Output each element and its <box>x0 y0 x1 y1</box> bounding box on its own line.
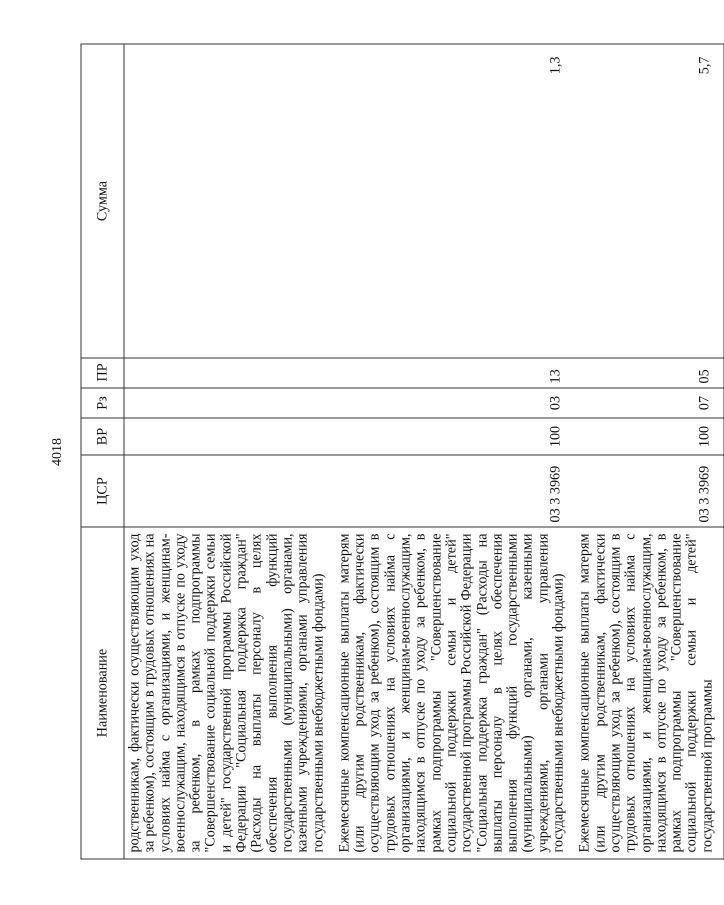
row-sum: 1,3 <box>334 44 574 358</box>
row-vr: 100 <box>574 418 723 455</box>
row-sum <box>124 44 334 358</box>
row-vr <box>124 418 334 455</box>
row-sum: 5,7 <box>574 44 723 358</box>
header-pr: ПР <box>81 358 124 388</box>
header-sum: Сумма <box>81 44 124 358</box>
table-row <box>574 44 723 859</box>
row-csr: 03 3 3969 <box>334 455 574 527</box>
row-rz <box>124 388 334 418</box>
row-name: Ежемесячные компенсационные выплаты матерям (или другим родственникам, фактически осуществляющим уход за ребенком), состоящим в трудовых отношениях на условиях найма с организациями, и женщинам-военнослужащим, находящимся в отпуске по уходу за ребенком, в рамках подпрограммы "Совершенствование социальной поддержки семьи и детей" государственной программы Российской Федерации "Социальная поддержка граждан" (Расходы на выплаты персоналу в целях обеспечения выполнения функций государственными (муниципальными) органами, казенными учреждениями, органами управления государственными внебюджетными фондами) <box>334 527 574 859</box>
budget-table <box>80 44 724 860</box>
page-number: 4018 <box>50 438 65 466</box>
header-vr: ВР <box>81 418 124 455</box>
row-csr <box>124 455 334 527</box>
row-name: Ежемесячные компенсационные выплаты матерям (или другим родственникам, фактически осуществляющим уход за ребенком), состоящим в трудовых отношениях на условиях найма с организациями, и женщинам-военнослужащим, находящимся в отпуске по уходу за ребенком, в рамках подпрограммы "Совершенствование социальной поддержки семьи и детей" государственной программы <box>574 527 723 859</box>
rotated-page-content <box>80 45 715 860</box>
row-pr: 13 <box>334 358 574 388</box>
table-header-row <box>81 44 124 859</box>
row-vr: 100 <box>334 418 574 455</box>
row-name: родственникам, фактически осуществляющим уход за ребенком), состоящим в трудовых отношениях на условиях найма с организациями, и женщинам-военнослужащим, находящимся в отпуске по уходу за ребенком, в рамках подпрограммы "Совершенствование социальной поддержки семьи и детей" государственной программы Российской Федерации "Социальная поддержка граждан" (Расходы на выплаты персоналу в целях обеспечения выполнения функций государственными (муниципальными) органами, казенными учреждениями, органами управления государственными внебюджетными фондами) <box>124 527 334 859</box>
header-csr: ЦСР <box>81 455 124 527</box>
row-pr <box>124 358 334 388</box>
table-row <box>124 44 334 859</box>
row-rz: 07 <box>574 388 723 418</box>
header-rz: Рз <box>81 388 124 418</box>
table-row <box>334 44 574 859</box>
header-name: Наименование <box>81 527 124 859</box>
row-pr: 05 <box>574 358 723 388</box>
row-csr: 03 3 3969 <box>574 455 723 527</box>
row-rz: 03 <box>334 388 574 418</box>
